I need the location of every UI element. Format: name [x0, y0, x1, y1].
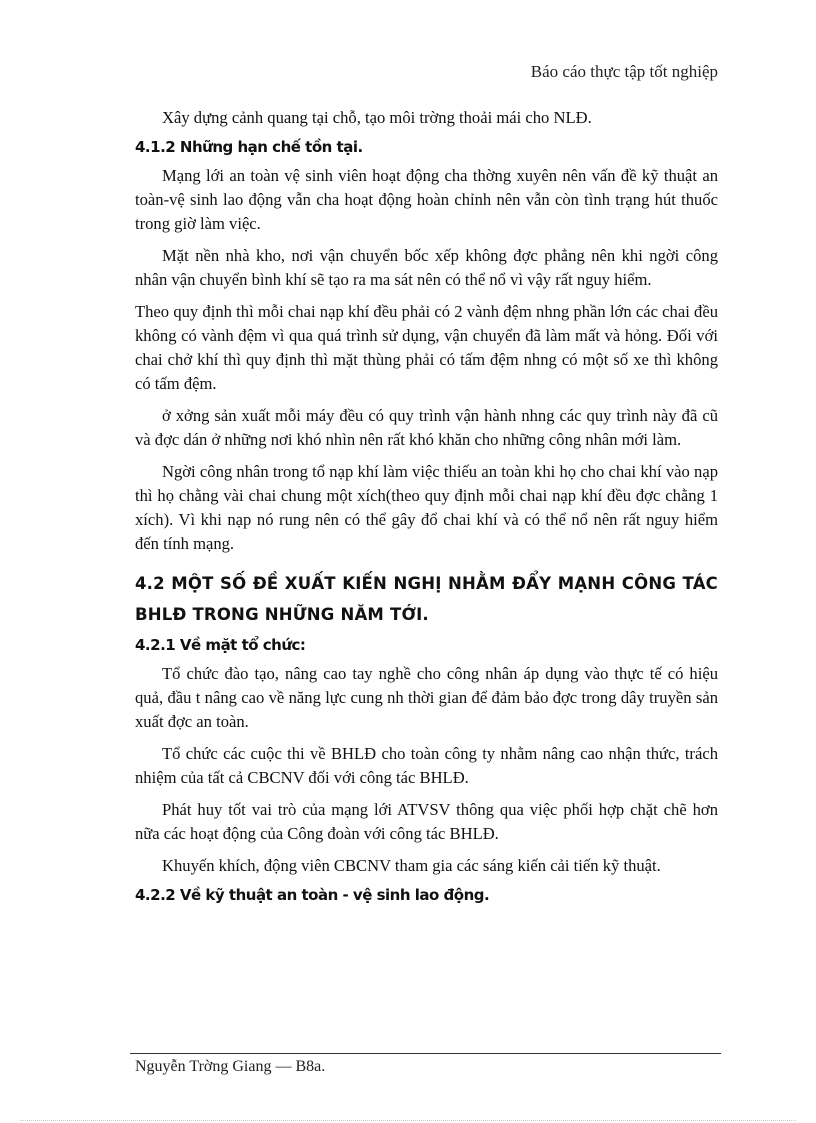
paragraph: Phát huy tốt vai trò của mạng lới ATVSV thông qua việc phối hợp chặt chẽ hơn nữa các hoạt động của Công đoàn với công tác BHLĐ.	[135, 800, 718, 843]
paragraph: Xây dựng cảnh quang tại chỗ, tạo môi trờng thoải mái cho NLĐ.	[162, 108, 592, 127]
section-heading-4-2: 4.2 MỘT SỐ ĐỀ XUẤT KIẾN NGHỊ NHẰM ĐẨY MẠNH CÔNG TÁC BHLĐ TRONG NHỮNG NĂM TỚI.	[135, 574, 718, 624]
section-heading-4-2-1: 4.2.1 Về mặt tổ chức:	[135, 636, 306, 654]
page-edge-divider	[20, 1120, 796, 1121]
paragraph: ở xởng sản xuất mỗi máy đều có quy trình vận hành nhng các quy trình này đã cũ và đợc dán ở những nơi khó nhìn nên rất khó khăn cho những công nhân mới làm.	[135, 406, 718, 449]
paragraph: Tổ chức các cuộc thi về BHLĐ cho toàn công ty nhằm nâng cao nhận thức, trách nhiệm của tất cả CBCNV đối với công tác BHLĐ.	[135, 744, 718, 787]
footer-author: Nguyễn Trờng Giang — B8a.	[135, 1058, 326, 1075]
paragraph: Mạng lới an toàn vệ sinh viên hoạt động cha thờng xuyên nên vấn đề kỹ thuật an toàn-vệ sinh lao động vẫn cha hoạt động hoàn chỉnh nên vẫn còn tình trạng hút thuốc trong giờ làm việc.	[135, 166, 718, 233]
paragraph: Khuyến khích, động viên CBCNV tham gia các sáng kiến cải tiến kỹ thuật.	[162, 856, 661, 875]
document-body	[135, 106, 718, 912]
section-heading-4-1-2: 4.1.2 Những hạn chế tồn tại.	[135, 138, 363, 156]
section-heading-4-2-2: 4.2.2 Về kỹ thuật an toàn - vệ sinh lao động.	[135, 886, 490, 904]
paragraph: Ngời công nhân trong tổ nạp khí làm việc thiếu an toàn khi họ cho chai khí vào nạp thì họ chằng vài chai chung một xích(theo quy định mỗi chai nạp khí đều đợc chằng 1 xích). Vì khi nạp nó rung nên có thể gây đổ chai khí và có thể nổ nên rất nguy hiểm đến tính mạng.	[135, 462, 718, 553]
paragraph: Mặt nền nhà kho, nơi vận chuyển bốc xếp không đợc phẳng nên khi ngời công nhân vận chuyển bình khí sẽ tạo ra ma sát nên có thể nổ vì vậy rất nguy hiểm.	[135, 246, 718, 289]
paragraph: Theo quy định thì mỗi chai nạp khí đều phải có 2 vành đệm nhng phần lớn các chai đều không có vành đệm vì qua quá trình sử dụng, vận chuyển đã làm mất và hỏng. Đối với chai chở khí thì quy định thì mặt thùng phải có tấm đệm nhng có một số xe thì không có tấm đệm.	[135, 302, 718, 393]
running-header: Báo cáo thực tập tốt nghiệp	[530, 62, 718, 81]
footer-rule	[130, 1053, 721, 1054]
paragraph: Tổ chức đào tạo, nâng cao tay nghề cho công nhân áp dụng vào thực tế có hiệu quả, đầu t nâng cao về năng lực cung nh thời gian để đảm bảo đợc trong dây truyền sản xuất đợc an toàn.	[135, 664, 718, 731]
